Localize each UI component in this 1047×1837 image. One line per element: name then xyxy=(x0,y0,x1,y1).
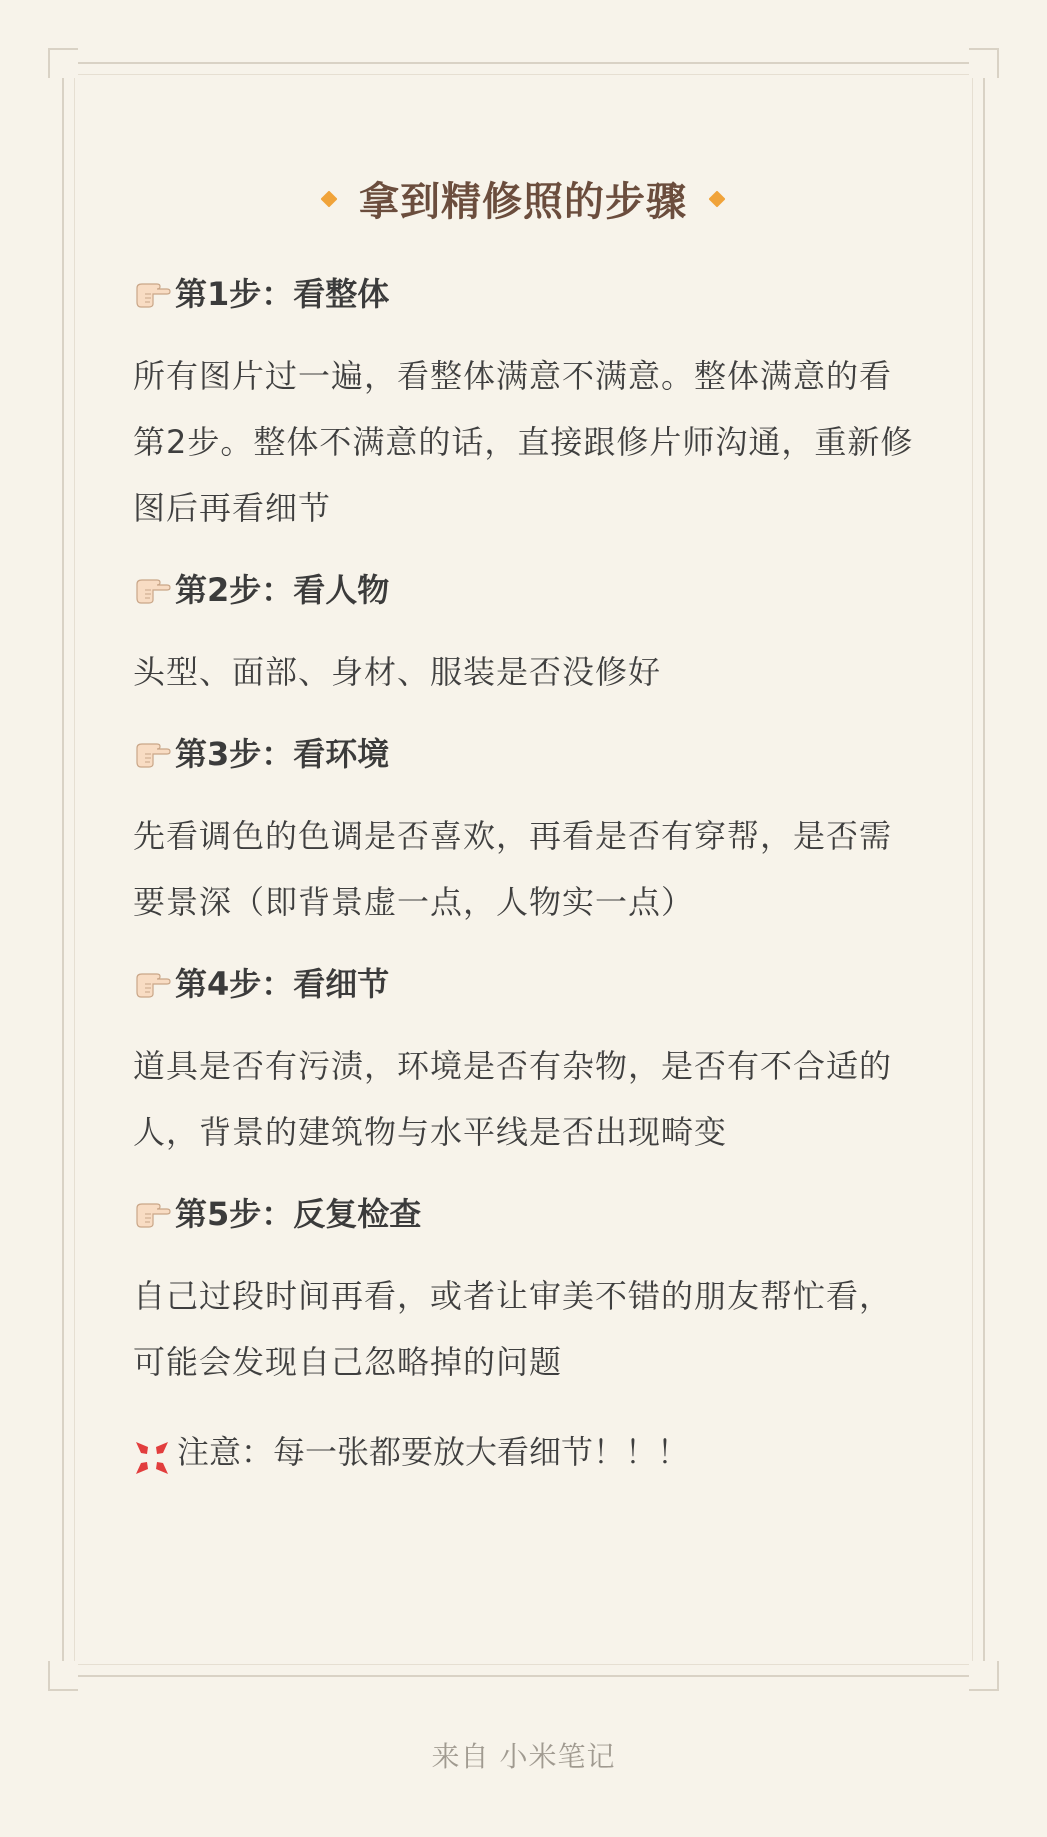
frame-corner xyxy=(48,48,78,78)
step-section xyxy=(133,565,923,705)
step-header xyxy=(133,565,923,611)
anger-symbol-icon xyxy=(133,1433,171,1471)
step-heading: 第2步：看人物 xyxy=(175,571,390,609)
frame-corner xyxy=(969,48,999,78)
note-content xyxy=(133,170,923,1485)
note-line xyxy=(133,1419,923,1485)
step-body: 先看调色的色调是否喜欢，再看是否有穿帮，是否需要景深（即背景虚一点，人物实一点） xyxy=(133,817,893,921)
step-body: 所有图片过一遍，看整体满意不满意。整体满意的看第2步。整体不满意的话，直接跟修片师沟通，重新修图后再看细节 xyxy=(133,357,914,527)
diamond-icon xyxy=(709,190,726,207)
title-row xyxy=(123,170,923,227)
pointing-hand-icon xyxy=(133,966,171,998)
step-header xyxy=(133,959,923,1005)
step-header xyxy=(133,269,923,315)
step-header xyxy=(133,1189,923,1235)
step-heading: 第1步：看整体 xyxy=(175,275,390,313)
step-header xyxy=(133,729,923,775)
pointing-hand-icon xyxy=(133,1196,171,1228)
step-heading: 第5步：反复检查 xyxy=(175,1195,422,1233)
step-heading: 第3步：看环境 xyxy=(175,735,390,773)
step-body: 自己过段时间再看，或者让审美不错的朋友帮忙看，可能会发现自己忽略掉的问题 xyxy=(133,1277,893,1381)
pointing-hand-icon xyxy=(133,276,171,308)
step-heading: 第4步：看细节 xyxy=(175,965,390,1003)
diamond-icon xyxy=(321,190,338,207)
step-section xyxy=(133,729,923,935)
step-section xyxy=(133,269,923,541)
step-body: 道具是否有污渍，环境是否有杂物，是否有不合适的人，背景的建筑物与水平线是否出现畸变 xyxy=(133,1047,893,1151)
step-body: 头型、面部、身材、服装是否没修好 xyxy=(133,653,662,691)
step-section xyxy=(133,959,923,1165)
frame-corner xyxy=(969,1661,999,1691)
pointing-hand-icon xyxy=(133,736,171,768)
frame-corner xyxy=(48,1661,78,1691)
note-text: 注意：每一张都要放大看细节！！！ xyxy=(177,1433,690,1471)
pointing-hand-icon xyxy=(133,572,171,604)
step-section xyxy=(133,1189,923,1395)
source-footer: 来自 小米笔记 xyxy=(431,1740,616,1773)
page-title: 拿到精修照的步骤 xyxy=(359,179,687,225)
